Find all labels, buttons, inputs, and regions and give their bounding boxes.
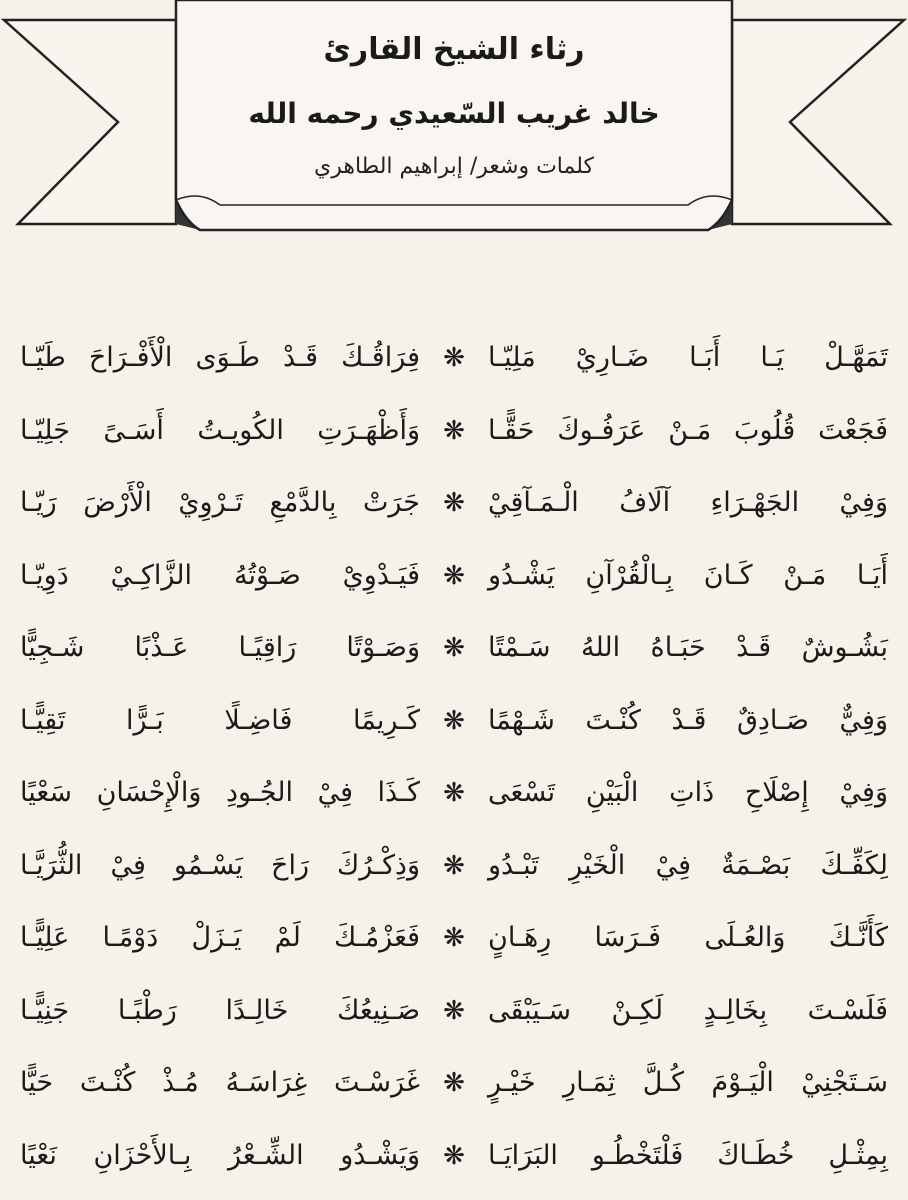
- verse-second-hemistich: كَـذَا فِيْ الجُـودِ وَالْإِحْسَانِ سَعْيًا: [20, 777, 420, 808]
- verse: [20, 325, 888, 398]
- verse-second-hemistich: وَذِكْـرُكَ رَاحَ يَسْـمُو فِيْ الثُّرَيَّـا: [20, 849, 420, 881]
- verse-second-hemistich: وَيَشْـدُو الشِّـعْرُ بِـالأَحْزَانِ نَعْيًا: [20, 1139, 420, 1171]
- verse-first-hemistich: سَـتَجْنِيْ الْيَـوْمَ كُـلَّ ثِمَـارِ خَيْـرٍ: [488, 1067, 888, 1098]
- verse: [20, 833, 888, 906]
- separator-star-icon: ❋: [443, 1068, 465, 1098]
- verse-first-hemistich: وَفِيْ إِصْلَاحِ ذَاتِ الْبَيْنِ تَسْعَى: [488, 777, 888, 808]
- separator-star-icon: ❋: [443, 705, 465, 736]
- verse-second-hemistich: وَأَظْهَـرَتِ الكُويـتُ أَسَـىً جَلِيّـا: [20, 414, 420, 446]
- verse: [20, 615, 888, 688]
- separator-star-icon: ❋: [443, 415, 465, 446]
- verse-first-hemistich: فَلَسْـتَ بِخَالِـدٍ لَكِـنْ سَـيَبْقَى: [488, 994, 888, 1026]
- verse: [20, 978, 888, 1051]
- separator-star-icon: ❋: [443, 633, 465, 663]
- separator-star-icon: ❋: [443, 923, 465, 953]
- verse-second-hemistich: كَـرِيمًا فَاضِـلًا بَـرًّا تَقِيًّـا: [20, 704, 420, 736]
- separator-star-icon: ❋: [443, 488, 465, 518]
- verse-first-hemistich: تَمَهَّـلْ يَـا أَبَـا ضَـارِيْ مَلِيّـا: [488, 342, 888, 373]
- verse-second-hemistich: غَرَسْـتَ غِرَاسَـهُ مُـذْ كُنْـتَ حَيًّا: [20, 1067, 420, 1098]
- ribbon-tail-right: [732, 20, 904, 224]
- verse: [20, 470, 888, 543]
- verse-first-hemistich: أَيَـا مَـنْ كَـانَ بِـالْقُرْآنِ يَشْـدُو: [488, 559, 888, 591]
- header-block: [182, 20, 726, 182]
- poem-body: [20, 325, 888, 1195]
- verse-second-hemistich: فِرَاقُـكَ قَـدْ طَـوَى الْأَفْـرَاحَ طَيّـا: [20, 342, 420, 373]
- verse-second-hemistich: وَصَـوْتًا رَاقِيًـا عَـذْبًا شَـجِيًّا: [20, 632, 420, 663]
- verse-first-hemistich: كَأَنَّـكَ وَالعُـلَى فَـرَسَا رِهَـانٍ: [488, 922, 888, 953]
- poem-credit: كلمات وشعر/ إبراهيم الطاهري: [314, 154, 594, 179]
- verse: [20, 760, 888, 833]
- verse: [20, 905, 888, 978]
- separator-star-icon: ❋: [443, 778, 465, 808]
- verse-first-hemistich: فَجَعْتَ قُلُوبَ مَـنْ عَرَفُـوكَ حَقًّـا: [488, 414, 888, 446]
- verse: [20, 1123, 888, 1196]
- verse: [20, 398, 888, 471]
- poem-title: رثاء الشيخ القارئ: [323, 32, 585, 67]
- separator-star-icon: ❋: [443, 560, 465, 591]
- separator-star-icon: ❋: [443, 1140, 465, 1171]
- verse-second-hemistich: فَيَـدْوِيْ صَـوْتُهُ الزَّاكِـيْ دَوِيّـا: [20, 559, 420, 591]
- separator-star-icon: ❋: [443, 850, 465, 881]
- verse: [20, 543, 888, 616]
- verse-first-hemistich: وَفِيْ الجَهْـرَاءِ آلَافُ الْـمَـآقِيْ: [488, 487, 888, 518]
- separator-star-icon: ❋: [443, 343, 465, 373]
- verse-second-hemistich: فَعَزْمُـكَ لَمْ يَـزَلْ دَوْمًـا عَلِيًّـا: [20, 922, 420, 953]
- verse: [20, 688, 888, 761]
- verse-first-hemistich: لِكَفِّـكَ بَصْـمَةٌ فِيْ الْخَيْرِ تَبْـدُو: [488, 849, 888, 881]
- separator-star-icon: ❋: [443, 995, 465, 1026]
- verse-first-hemistich: بَشُـوشٌ قَـدْ حَبَـاهُ اللهُ سَـمْتًا: [488, 632, 888, 663]
- verse-first-hemistich: بِمِثْـلِ خُطَـاكَ فَلْتَخْطُـو البَرَايَـا: [488, 1139, 888, 1171]
- ribbon-tail-left: [4, 20, 176, 224]
- verse: [20, 1050, 888, 1123]
- verse-second-hemistich: صَـنِيعُكَ خَالِـدًا رَطْبًـا جَنِيًّـا: [20, 994, 420, 1026]
- verse-first-hemistich: وَفِيٌّ صَـادِقٌ قَـدْ كُنْـتَ شَـهْمًا: [488, 704, 888, 736]
- verse-second-hemistich: جَرَتْ بِالدَّمْعِ تَـرْوِيْ الْأَرْضَ رَيّـا: [20, 487, 420, 518]
- poem-subtitle: خالد غريب السّعيدي رحمه الله: [248, 97, 660, 130]
